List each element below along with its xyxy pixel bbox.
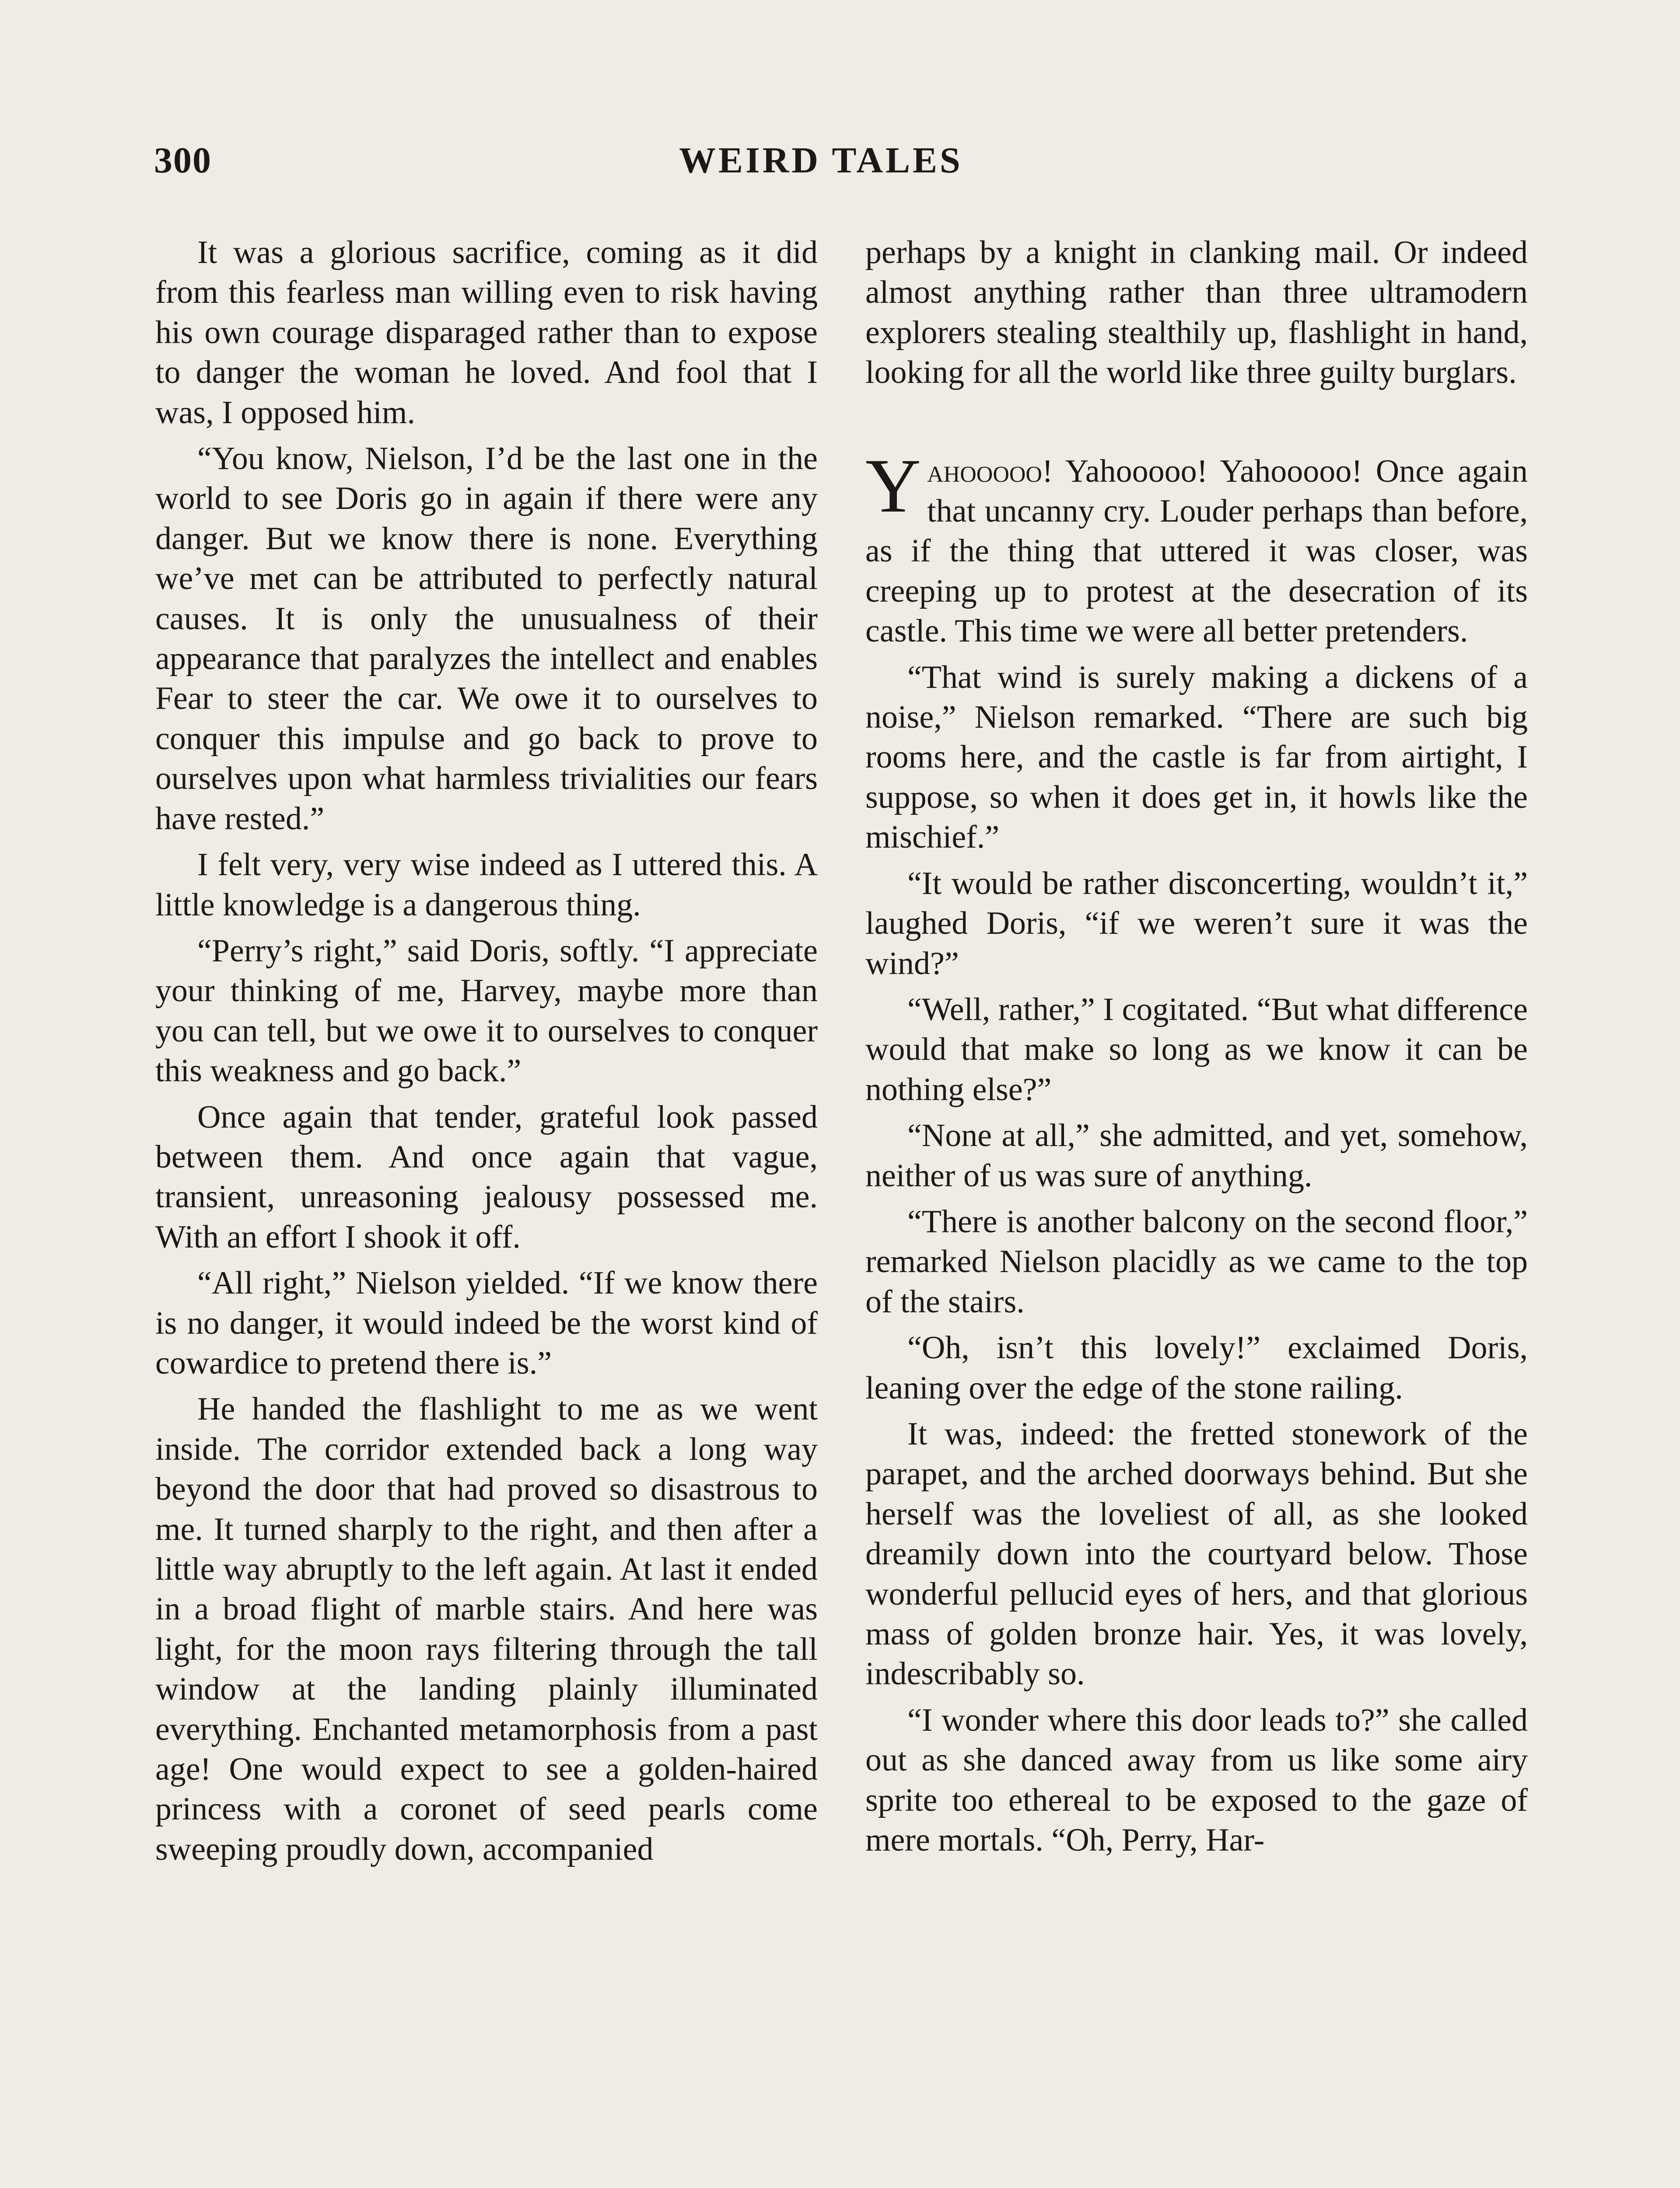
- paragraph: It was, indeed: the fretted stonework of the parapet, and the arched doorways behind. But she herself was the loveliest of all, as she looked dreamily down into the courtyard below. Those wonderful pellucid eyes of hers, and that glorious mass of golden bronze hair. Yes, it was lovely, indescribably so.: [865, 1416, 1528, 1692]
- section-break: [865, 399, 1528, 452]
- paragraph: “There is another balcony on the second floor,” remarked Nielson placidly as we came to the top of the stairs.: [865, 1203, 1528, 1320]
- paragraph: “You know, Nielson, I’d be the last one in the world to see Doris go in again if there were any danger. But we know there is none. Everything we’ve met can be attributed to perfectly natural causes. It is only the unusualness of their appearance that paralyzes the intellect and enables Fear to steer the car. We owe it to ourselves to conquer this impulse and go back to prove to ourselves upon what harmless trivialities our fears have rested.”: [155, 441, 818, 837]
- paragraph: “None at all,” she admitted, and yet, somehow, neither of us was sure of anything.: [865, 1118, 1528, 1194]
- running-head: WEIRD TALES: [679, 140, 963, 181]
- small-caps-lead: ahooooo!: [927, 453, 1053, 489]
- section-opening-paragraph: [865, 443, 1528, 652]
- left-column: [155, 233, 818, 1876]
- paragraph: “That wind is surely making a dickens of a noise,” Nielson remarked. “There are such big rooms here, and the castle is far from airtight, I suppose, so when it does get in, it howls like the mischief.”: [865, 659, 1528, 856]
- paragraph: He handed the flashlight to me as we went inside. The corridor extended back a long way beyond the door that had proved so disastrous to me. It turned sharply to the right, and then after a little way abruptly to the left again. At last it ended in a broad flight of marble stairs. And here was light, for the moon rays filtering through the tall window at the landing plainly illuminated everything. Enchanted metamorphosis from a past age! One would expect to see a golden-haired princess with a coronet of seed pearls come sweeping proudly down, accompanied: [155, 1391, 818, 1867]
- paragraph: “I wonder where this door leads to?” she called out as she danced away from us like some airy sprite too ethereal to be exposed to the gaze of mere mortals. “Oh, Perry, Har-: [865, 1702, 1528, 1858]
- paragraph: “Oh, isn’t this lovely!” exclaimed Doris, leaning over the edge of the stone railing.: [865, 1330, 1528, 1406]
- paragraph: Once again that tender, grateful look passed between them. And once again that vague, transient, unreasoning jealousy possessed me. With an effort I shook it off.: [155, 1099, 818, 1255]
- paragraph: It was a glorious sacrifice, coming as it did from this fearless man willing even to risk having his own courage disparaged rather than to expose to danger the woman he loved. And fool that I was, I opposed him.: [155, 235, 818, 431]
- drop-cap: Y: [865, 443, 921, 529]
- opening-text: Yahooooo! Yahooooo! Once again that uncanny cry. Louder perhaps than before, as if the thing that uttered it was closer, was creeping up to protest at the desecration of its castle. This time we were all better pretenders.: [865, 453, 1528, 649]
- paragraph: “It would be rather disconcerting, wouldn’t it,” laughed Doris, “if we weren’t sure it was the wind?”: [865, 865, 1528, 982]
- paragraph: I felt very, very wise indeed as I uttered this. A little knowledge is a dangerous thing.: [155, 847, 818, 923]
- paragraph: “Well, rather,” I cogitated. “But what difference would that make so long as we know it can be nothing else?”: [865, 991, 1528, 1108]
- paragraph: “Perry’s right,” said Doris, softly. “I appreciate your thinking of me, Harvey, maybe more than you can tell, but we owe it to ourselves to conquer this weakness and go back.”: [155, 933, 818, 1089]
- paragraph-continued: perhaps by a knight in clanking mail. Or indeed almost anything rather than three ultramodern explorers stealing stealthily up, flashlight in hand, looking for all the world like three guilty burglars.: [865, 235, 1528, 391]
- page-number: 300: [154, 140, 212, 181]
- page-header: [154, 139, 1545, 183]
- right-column: [865, 233, 1528, 1866]
- paragraph: “All right,” Nielson yielded. “If we know there is no danger, it would indeed be the worst kind of cowardice to pretend there is.”: [155, 1265, 818, 1381]
